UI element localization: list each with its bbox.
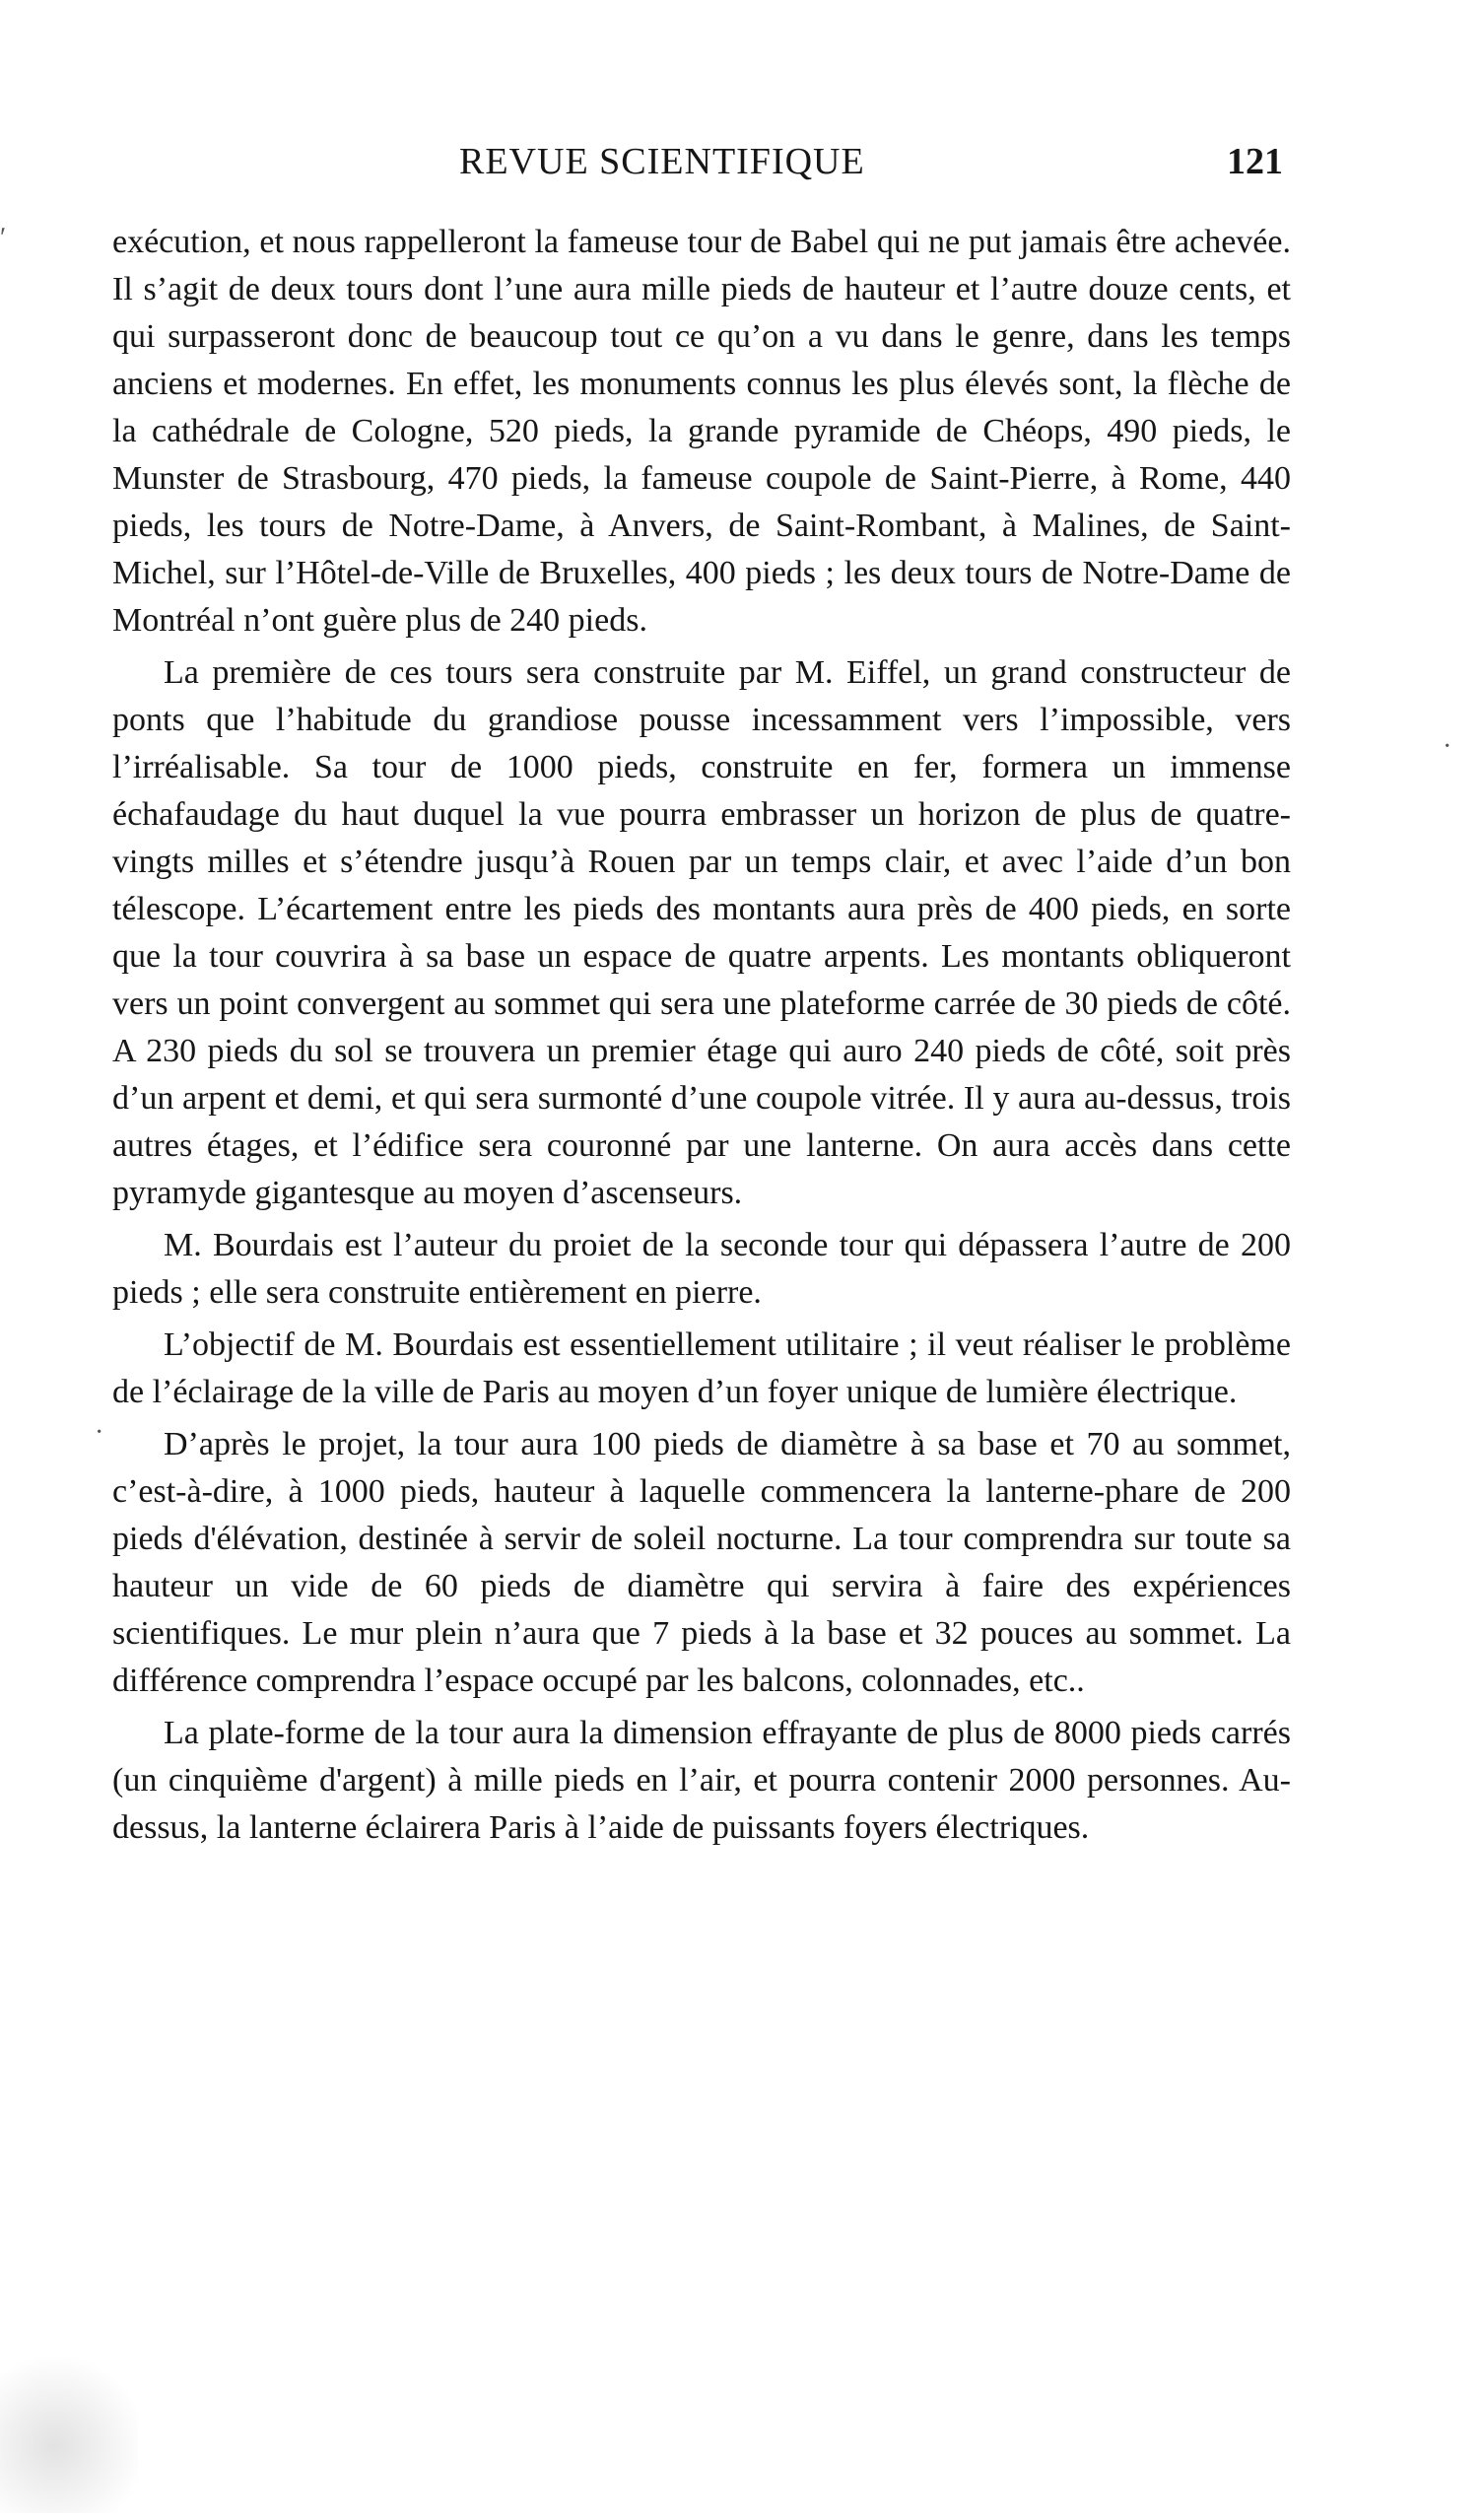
paragraph-5: D’après le projet, la tour aura 100 pieds de diamètre à sa base et 70 au sommet, c’est-à-dire, à 1000 pieds, hauteur à laquelle commencera la lanterne-phare de 200 pieds d'élévation, destinée à servir de soleil nocturne. La tour comprendra sur toute sa hauteur un vide de 60 pieds de diamètre qui servira à faire des expériences scientifiques. Le mur plein n’aura que 7 pieds à la base et 32 pouces au sommet. La différence comprendra l’espace occupé par les balcons, colonnades, etc.. <box>112 1426 1291 1699</box>
page-header <box>112 136 1291 195</box>
margin-mark: · <box>1443 731 1452 762</box>
paper-speckle <box>0 2345 138 2513</box>
article-body <box>112 219 1291 1857</box>
paragraph-6: La plate-forme de la tour aura la dimension effrayante de plus de 8000 pieds carrés (un cinquième d'argent) à mille pieds en l’air, et pourra contenir 2000 personnes. Au-dessus, la lanterne éclairera Paris à l’aide de puissants foyers électriques. <box>112 1715 1291 1846</box>
paragraph-4: L’objectif de M. Bourdais est essentiellement utilitaire ; il veut réaliser le problème de l’éclairage de la ville de Paris au moyen d’un foyer unique de lumière électrique. <box>112 1326 1291 1410</box>
running-title: REVUE SCIENTIFIQUE <box>459 141 865 182</box>
paragraph-3: M. Bourdais est l’auteur du proiet de la seconde tour qui dépassera l’autre de 200 pieds ; elle sera construite entièrement en pierre. <box>112 1227 1291 1311</box>
page-number: 121 <box>1227 141 1283 182</box>
paragraph-1: exécution, et nous rappelleront la fameuse tour de Babel qui ne put jamais être achevée. Il s’agit de deux tours dont l’une aura mille pieds de hauteur et l’autre douze cents, et qui surpasseront donc de beaucoup tout ce qu’on a vu dans le genre, dans les temps anciens et modernes. En effet, les monuments connus les plus élevés sont, la flèche de la cathédrale de Cologne, 520 pieds, la grande pyramide de Chéops, 490 pieds, le Munster de Strasbourg, 470 pieds, la fameuse coupole de Saint-Pierre, à Rome, 440 pieds, les tours de Notre-Dame, à Anvers, de Saint-Rombant, à Malines, de Saint-Michel, sur l’Hôtel-de-Ville de Bruxelles, 400 pieds ; les deux tours de Notre-Dame de Montréal n’ont guère plus de 240 pieds. <box>112 224 1291 639</box>
margin-mark: · <box>95 1417 104 1448</box>
paragraph-2: La première de ces tours sera construite par M. Eiffel, un grand constructeur de ponts que l’habitude du grandiose pousse incessamment vers l’impossible, vers l’irréalisable. Sa tour de 1000 pieds, construite en fer, formera un immense échafaudage du haut duquel la vue pourra embrasser un horizon de plus de quatre-vingts milles et s’étendre jusqu’à Rouen par un temps clair, et avec l’aide d’un bon télescope. L’écartement entre les pieds des montants aura près de 400 pieds, en sorte que la tour couvrira à sa base un espace de quatre arpents. Les montants obliqueront vers un point convergent au sommet qui sera une plateforme carrée de 30 pieds de côté. A 230 pieds du sol se trouvera un premier étage qui auro 240 pieds de côté, soit près d’un arpent et demi, et qui sera surmonté d’une coupole vitrée. Il y aura au-dessus, trois autres étages, et l’édifice sera couronné par une lanterne. On aura accès dans cette pyramyde gigantesque au moyen d’ascenseurs. <box>112 654 1291 1211</box>
margin-mark: ʹ <box>0 223 7 253</box>
